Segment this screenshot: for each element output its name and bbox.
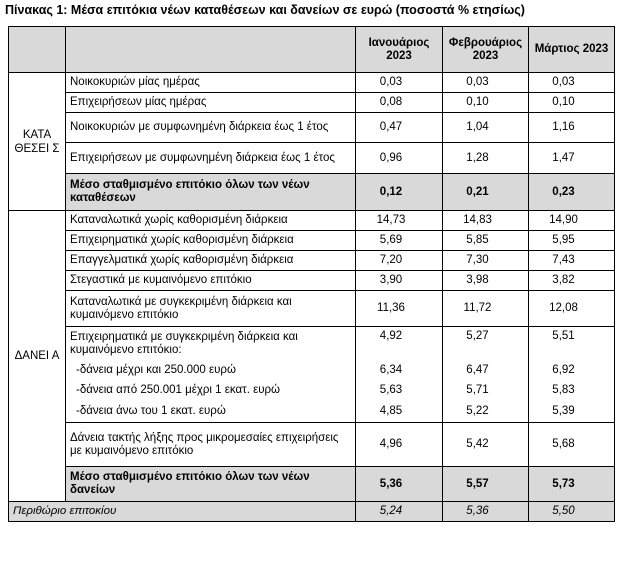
cell-value: 5,85 bbox=[443, 231, 529, 251]
column-header: Ιανουάριος 2023 bbox=[356, 27, 443, 73]
rates-table bbox=[8, 26, 615, 522]
cell-value: 5,39 bbox=[529, 401, 615, 423]
cell-value: 14,83 bbox=[443, 211, 529, 231]
cell-value: 0,96 bbox=[356, 143, 443, 174]
total-row-deposits bbox=[9, 174, 615, 211]
cell-value: 0,10 bbox=[529, 93, 615, 113]
header-label-cell bbox=[66, 27, 356, 73]
cell-value: 12,08 bbox=[529, 291, 615, 327]
row-label: Μέσο σταθμισμένο επιτόκιο όλων των νέων δανείων bbox=[66, 467, 356, 502]
row-label: Καταναλωτικά με συγκεκριμένη διάρκεια και κυμαινόμενο επιτόκιο bbox=[66, 291, 356, 327]
row-label: -δάνεια μέχρι και 250.000 ευρώ bbox=[66, 361, 356, 381]
table-row bbox=[9, 251, 615, 271]
cell-value: 14,90 bbox=[529, 211, 615, 231]
cell-value: 3,90 bbox=[356, 271, 443, 291]
margin-row bbox=[9, 502, 615, 522]
total-row-loans bbox=[9, 467, 615, 502]
cell-value: 0,21 bbox=[443, 174, 529, 211]
cell-value: 5,36 bbox=[356, 467, 443, 502]
cell-value: 1,47 bbox=[529, 143, 615, 174]
cell-value: 1,28 bbox=[443, 143, 529, 174]
cell-value: 5,83 bbox=[529, 381, 615, 401]
cell-value: 4,92 bbox=[356, 327, 443, 361]
cell-value: 4,96 bbox=[356, 423, 443, 467]
cell-value: 1,16 bbox=[529, 113, 615, 143]
cell-value: 0,03 bbox=[356, 73, 443, 93]
cell-value: 5,42 bbox=[443, 423, 529, 467]
row-label: Στεγαστικά με κυμαινόμενο επιτόκιο bbox=[66, 271, 356, 291]
table-row bbox=[9, 271, 615, 291]
cell-value: 0,47 bbox=[356, 113, 443, 143]
table-row bbox=[9, 381, 615, 401]
table-row bbox=[9, 73, 615, 93]
cell-value: 5,63 bbox=[356, 381, 443, 401]
cell-value: 5,95 bbox=[529, 231, 615, 251]
cell-value: 0,03 bbox=[443, 73, 529, 93]
table-row bbox=[9, 327, 615, 361]
column-header: Μάρτιος 2023 bbox=[529, 27, 615, 73]
table-row bbox=[9, 143, 615, 174]
cell-value: 5,50 bbox=[529, 502, 615, 522]
group-label-loans: ΔΑΝΕΙ Α bbox=[9, 211, 66, 502]
cell-value: 5,57 bbox=[443, 467, 529, 502]
row-label: Επιχειρηματικά χωρίς καθορισμένη διάρκεια bbox=[66, 231, 356, 251]
table-title: Πίνακας 1: Μέσα επιτόκια νέων καταθέσεων και δανείων σε ευρώ (ποσοστά % ετησίως) bbox=[5, 3, 525, 17]
row-label: -δάνεια από 250.001 μέχρι 1 εκατ. ευρώ bbox=[66, 381, 356, 401]
cell-value: 7,43 bbox=[529, 251, 615, 271]
cell-value: 7,20 bbox=[356, 251, 443, 271]
table-row bbox=[9, 211, 615, 231]
cell-value: 5,27 bbox=[443, 327, 529, 361]
cell-value: 6,92 bbox=[529, 361, 615, 381]
row-label: Επιχειρήσεων με συμφωνημένη διάρκεια έως 1 έτος bbox=[66, 143, 356, 174]
row-label: -δάνεια άνω του 1 εκατ. ευρώ bbox=[66, 401, 356, 423]
cell-value: 0,23 bbox=[529, 174, 615, 211]
group-label-deposits: ΚΑΤΑ ΘΕΣΕΙ Σ bbox=[9, 73, 66, 211]
cell-value: 3,98 bbox=[443, 271, 529, 291]
row-label: Επιχειρήσεων μίας ημέρας bbox=[66, 93, 356, 113]
table-row bbox=[9, 401, 615, 423]
cell-value: 7,30 bbox=[443, 251, 529, 271]
table-row bbox=[9, 113, 615, 143]
cell-value: 11,36 bbox=[356, 291, 443, 327]
cell-value: 0,12 bbox=[356, 174, 443, 211]
row-label: Νοικοκυριών με συμφωνημένη διάρκεια έως 1 έτος bbox=[66, 113, 356, 143]
cell-value: 5,24 bbox=[356, 502, 443, 522]
row-label: Επιχειρηματικά με συγκεκριμένη διάρκεια και κυμαινόμενο επιτόκιο: bbox=[66, 327, 356, 361]
cell-value: 5,22 bbox=[443, 401, 529, 423]
table-row bbox=[9, 423, 615, 467]
cell-value: 5,51 bbox=[529, 327, 615, 361]
table-row bbox=[9, 361, 615, 381]
cell-value: 3,82 bbox=[529, 271, 615, 291]
row-label: Μέσο σταθμισμένο επιτόκιο όλων των νέων καταθέσεων bbox=[66, 174, 356, 211]
row-label: Περιθώριο επιτοκίου bbox=[9, 502, 356, 522]
table-row bbox=[9, 93, 615, 113]
cell-value: 0,03 bbox=[529, 73, 615, 93]
cell-value: 4,85 bbox=[356, 401, 443, 423]
row-label: Νοικοκυριών μίας ημέρας bbox=[66, 73, 356, 93]
row-label: Επαγγελματικά χωρίς καθορισμένη διάρκεια bbox=[66, 251, 356, 271]
table-row bbox=[9, 231, 615, 251]
cell-value: 0,08 bbox=[356, 93, 443, 113]
cell-value: 14,73 bbox=[356, 211, 443, 231]
header-empty-cell bbox=[9, 27, 66, 73]
table-row bbox=[9, 291, 615, 327]
cell-value: 5,69 bbox=[356, 231, 443, 251]
cell-value: 6,47 bbox=[443, 361, 529, 381]
cell-value: 5,71 bbox=[443, 381, 529, 401]
cell-value: 0,10 bbox=[443, 93, 529, 113]
header-row bbox=[9, 27, 615, 73]
cell-value: 5,36 bbox=[443, 502, 529, 522]
row-label: Καταναλωτικά χωρίς καθορισμένη διάρκεια bbox=[66, 211, 356, 231]
cell-value: 5,73 bbox=[529, 467, 615, 502]
cell-value: 6,34 bbox=[356, 361, 443, 381]
cell-value: 1,04 bbox=[443, 113, 529, 143]
cell-value: 11,72 bbox=[443, 291, 529, 327]
row-label: Δάνεια τακτής λήξης προς μικρομεσαίες επιχειρήσεις με κυμαινόμενο επιτόκιο bbox=[66, 423, 356, 467]
cell-value: 5,68 bbox=[529, 423, 615, 467]
column-header: Φεβρουάριος 2023 bbox=[443, 27, 529, 73]
